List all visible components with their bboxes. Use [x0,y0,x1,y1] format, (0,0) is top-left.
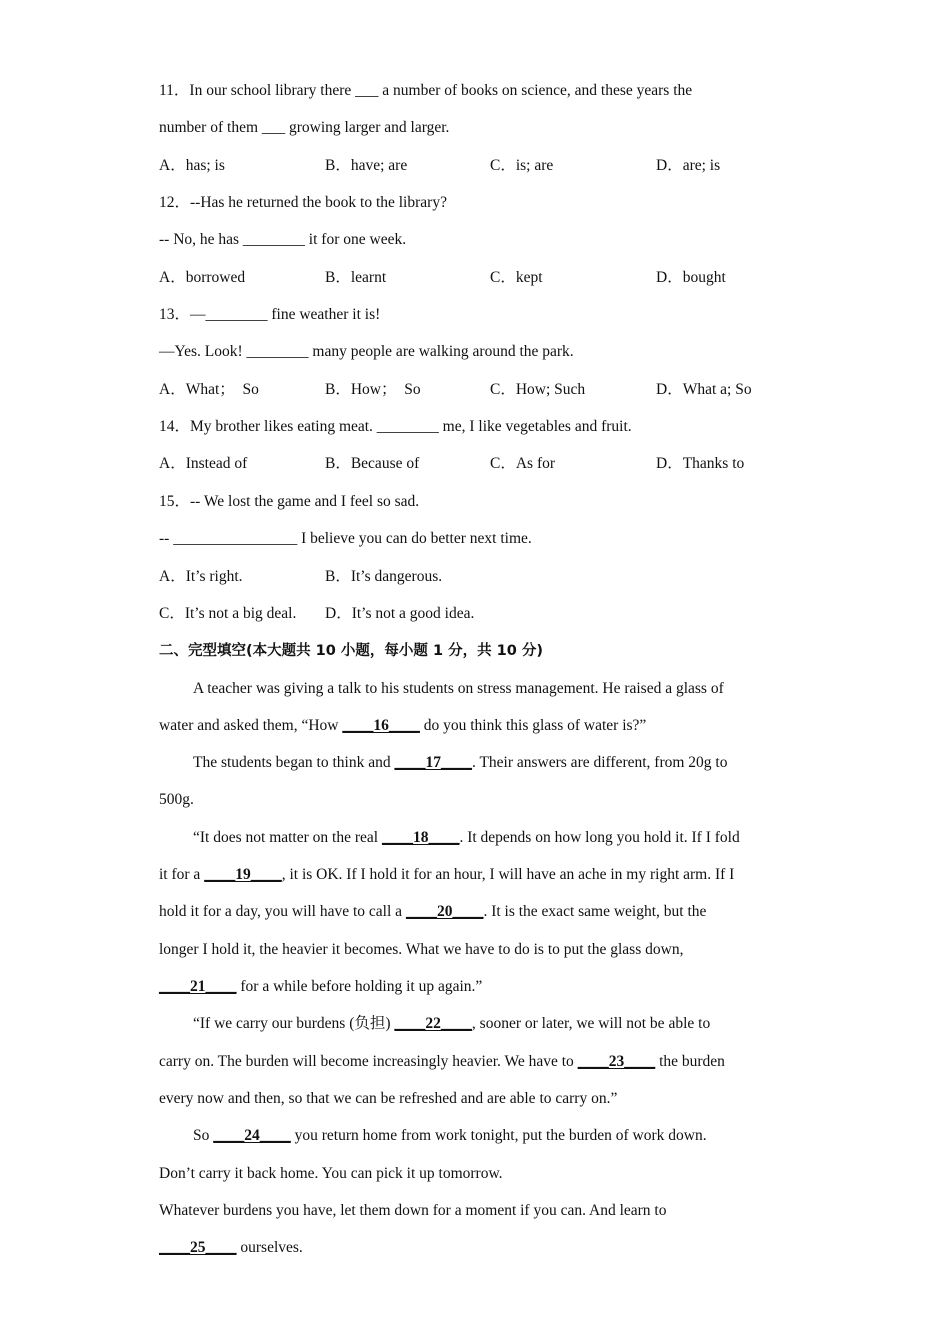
q11-option-c: C．is; are [490,157,554,174]
q14-option-c: C．As for [490,455,556,472]
blank-22: ____22____ [394,1015,472,1032]
q11-option-d: D．are; is [656,157,721,174]
blank-21: ____21____ [159,978,237,995]
q15-option-d: D．It’s not a good idea. [325,605,475,622]
blank-16: ____16____ [342,717,420,734]
q12-option-d: D．bought [656,269,726,286]
q15-stem-line2: -- ________________ I believe you can do better next time. [159,530,532,547]
q13-stem-line1: 13．—________ fine weather it is! [159,306,381,323]
passage-line: The students began to think and ____17____. Their answers are different, from 20g to [193,754,728,771]
passage-line: hold it for a day, you will have to call a ____20____. It is the exact same weight, but the [159,903,707,920]
passage-line: ____25____ ourselves. [159,1239,303,1256]
q13-stem-line2: —Yes. Look! ________ many people are walking around the park. [159,343,574,360]
blank-18: ____18____ [381,829,460,846]
passage-line: longer I hold it, the heavier it becomes. What we have to do is to put the glass down, [159,941,684,958]
blank-20: ____20____ [405,903,484,920]
q12-option-c: C．kept [490,269,543,286]
q14-option-d: D．Thanks to [656,455,745,472]
passage-line: carry on. The burden will become increasingly heavier. We have to ____23____ the burden [159,1053,725,1070]
q13-option-a: A．What； So [159,381,259,398]
passage-line: water and asked them, “How ____16____ do you think this glass of water is?” [159,717,647,734]
q14-option-b: B．Because of [325,455,420,472]
blank-25: ____25____ [159,1239,237,1256]
q11-stem-line2: number of them ___ growing larger and larger. [159,119,450,136]
passage-line: “It does not matter on the real ____18____. It depends on how long you hold it. If I fold [193,829,740,846]
q11-option-b: B．have; are [325,157,408,174]
passage-line: every now and then, so that we can be refreshed and are able to carry on.” [159,1090,618,1107]
q15-option-b: B．It’s dangerous. [325,568,443,585]
q15-option-c: C．It’s not a big deal. [159,605,297,622]
q14-stem-line1: 14．My brother likes eating meat. ________ me, I like vegetables and fruit. [159,418,632,435]
q11-option-a: A．has; is [159,157,225,174]
q14-option-a: A．Instead of [159,455,248,472]
q13-option-c: C．How; Such [490,381,586,398]
section-heading: 二、完型填空(本大题共 10 小题，每小题 1 分，共 10 分) [159,643,543,659]
q12-option-b: B．learnt [325,269,387,286]
passage-line: Whatever burdens you have, let them down for a moment if you can. And learn to [159,1202,667,1219]
q12-stem-line1: 12．--Has he returned the book to the library? [159,194,447,211]
passage-line: 500g. [159,791,194,808]
blank-17: ____17____ [394,754,472,771]
blank-24: ____24____ [213,1127,291,1144]
passage-line: So ____24____ you return home from work tonight, put the burden of work down. [193,1127,707,1144]
blank-19: ____19____ [204,866,282,883]
passage-line: it for a ____19____, it is OK. If I hold it for an hour, I will have an ache in my right arm. If I [159,866,735,883]
q15-stem-line1: 15．-- We lost the game and I feel so sad. [159,493,420,510]
q15-option-a: A．It’s right. [159,568,243,585]
passage-line: A teacher was giving a talk to his students on stress management. He raised a glass of [193,680,724,697]
blank-23: ____23____ [577,1053,656,1070]
q13-option-b: B．How； So [325,381,421,398]
q13-option-d: D．What a; So [656,381,752,398]
passage-line: Don’t carry it back home. You can pick it up tomorrow. [159,1165,503,1182]
q12-stem-line2: -- No, he has ________ it for one week. [159,231,407,248]
q11-stem-line1: 11．In our school library there ___ a number of books on science, and these years the [159,82,693,99]
passage-line: ____21____ for a while before holding it up again.” [159,978,483,995]
passage-line: “If we carry our burdens (负担) ____22____, sooner or later, we will not be able to [193,1015,711,1032]
q12-option-a: A．borrowed [159,269,246,286]
